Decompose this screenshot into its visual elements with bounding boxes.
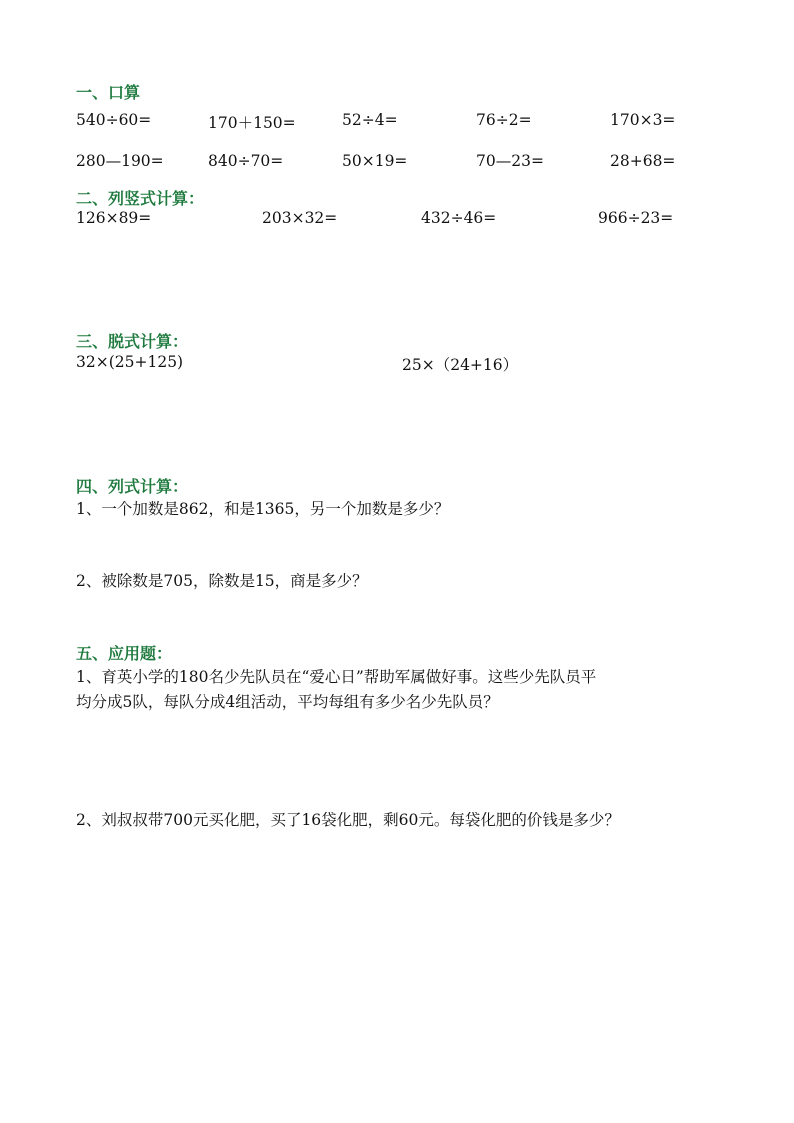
oral-item: 170×3= [610,111,676,129]
oral-item: 28+68= [610,152,676,170]
oral-item: 70—23= [476,152,544,170]
oral-item: 52÷4= [342,111,398,129]
application-question-2: 2、刘叔叔带700元买化肥，买了16袋化肥，剩60元。每袋化肥的价钱是多少？ [76,811,620,829]
application-question-1-line-1: 1、育英小学的180名少先队员在“爱心日”帮助军属做好事。这些少先队员平 [76,668,597,686]
vertical-item: 966÷23= [598,209,674,227]
oral-item: 76÷2= [476,111,532,129]
section-title-stepwise: 三、脱式计算： [76,332,189,351]
section-title-application: 五、应用题： [76,644,173,663]
section-title-vertical: 二、列竖式计算： [76,189,205,208]
vertical-item: 203×32= [262,209,338,227]
oral-item: 170＋150= [208,114,296,132]
oral-item: 280—190= [76,152,164,170]
formula-question-2: 2、被除数是705，除数是15，商是多少？ [76,572,368,590]
oral-item: 540÷60= [76,111,152,129]
application-question-1-line-2: 均分成5队，每队分成4组活动，平均每组有多少名少先队员？ [76,693,499,711]
vertical-item: 432÷46= [421,209,497,227]
oral-item: 50×19= [342,152,408,170]
stepwise-item: 25×（24+16） [402,356,519,374]
formula-question-1: 1、一个加数是862，和是1365，另一个加数是多少？ [76,500,450,518]
vertical-item: 126×89= [76,209,152,227]
stepwise-item: 32×(25+125) [76,353,184,371]
section-title-formula: 四、列式计算： [76,477,189,496]
oral-item: 840÷70= [208,152,284,170]
section-title-oral: 一、口算 [76,83,141,102]
